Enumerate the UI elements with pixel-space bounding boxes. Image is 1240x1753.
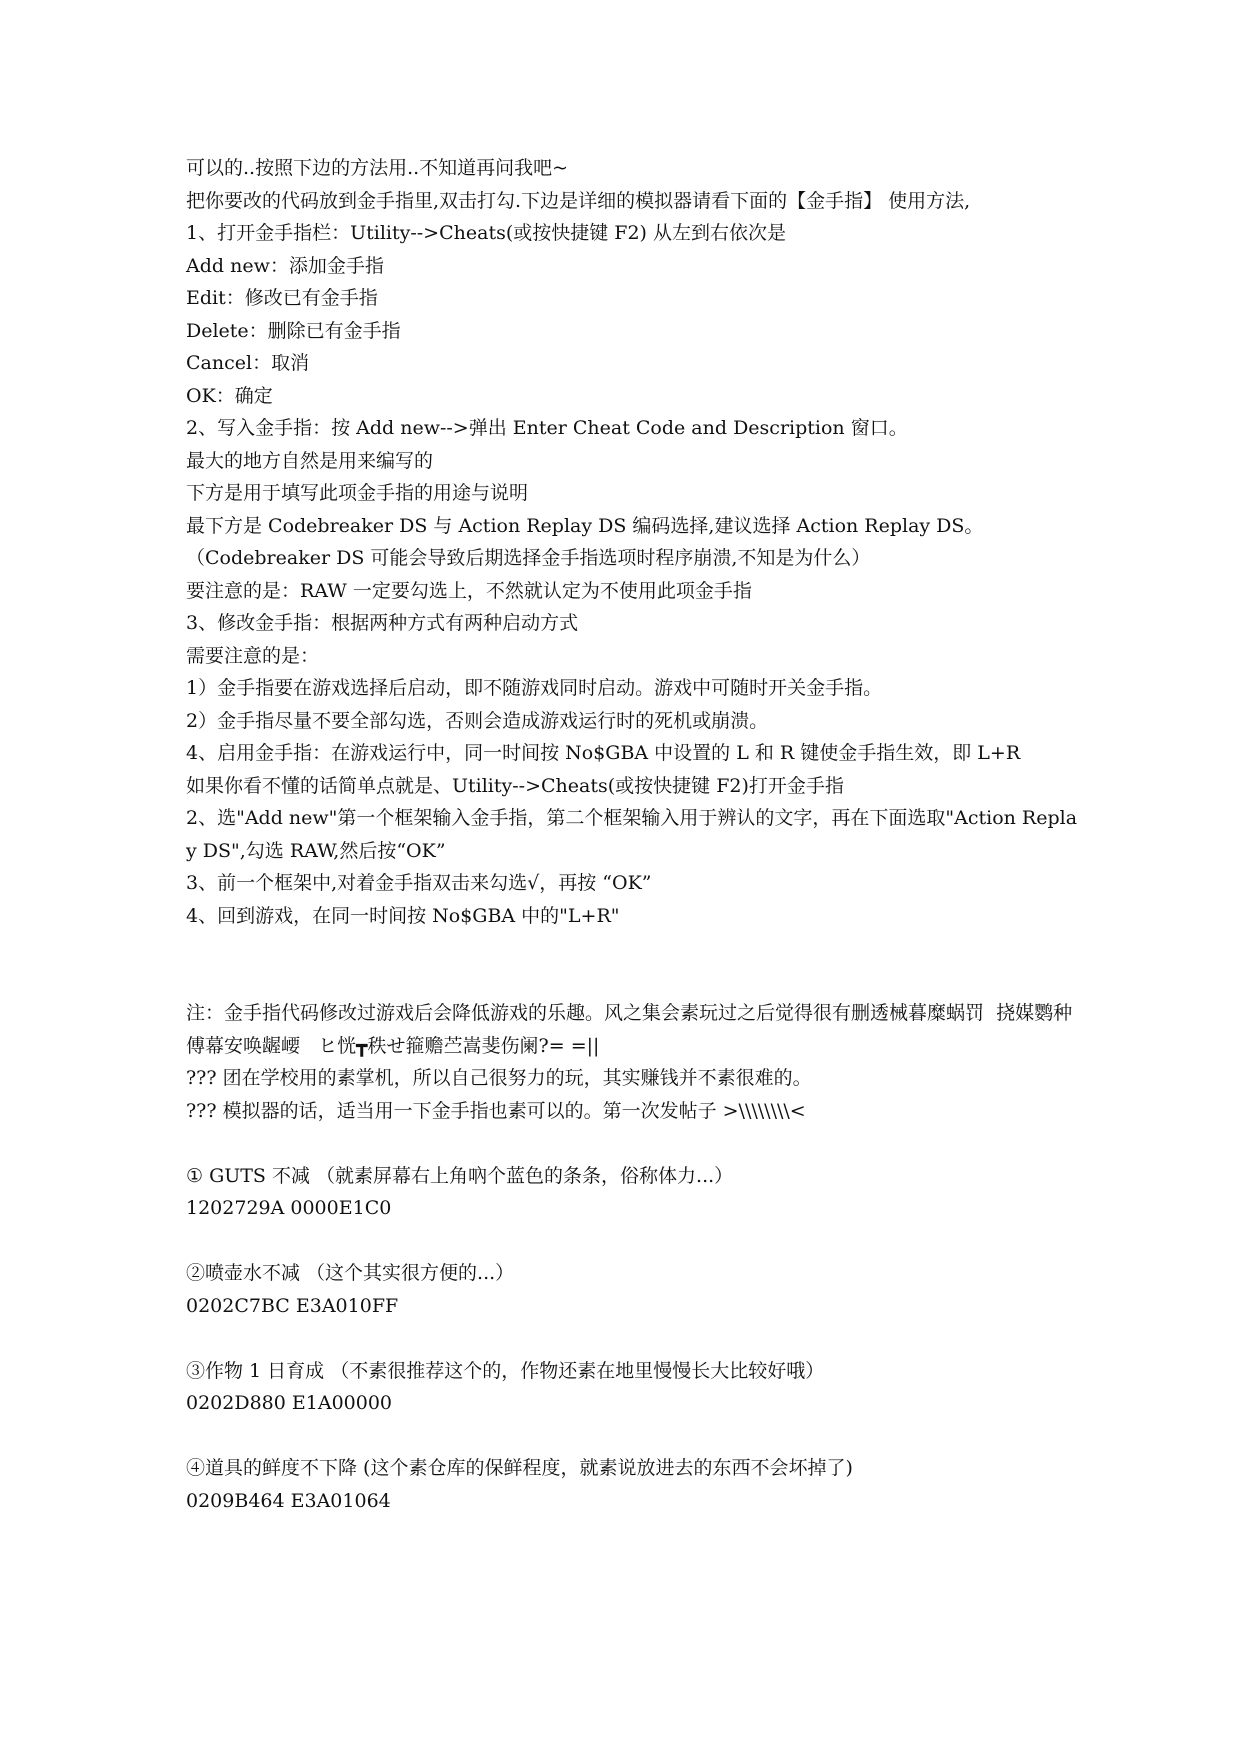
cheat-title: ③作物 1 日育成 （不素很推荐这个的，作物还素在地里慢慢长大比较好哦） <box>186 1359 825 1382</box>
intro-line: 把你要改的代码放到金手指里,双击打勾.下边是详细的模拟器请看下面的【金手指】 使用方法, <box>186 189 971 212</box>
intro-line: Cancel：取消 <box>186 352 310 374</box>
cheat-entry <box>186 1257 1086 1322</box>
intro-line: 1）金手指要在游戏选择后启动，即不随游戏同时启动。游戏中可随时开关金手指。 <box>186 677 883 699</box>
note-line: ??? 团在学校用的素掌机，所以自己很努力的玩，其实赚钱并不素很难的。 <box>186 1067 812 1089</box>
document-page <box>186 152 1086 1517</box>
cheat-entry <box>186 1452 1086 1517</box>
cheat-code: 0209B464 E3A01064 <box>186 1489 391 1512</box>
intro-line: 2、选"Add new"第一个框架输入金手指，第二个框架输入用于辨认的文字，再在下面选取"Action Replay DS",勾选 RAW,然后按“OK” <box>186 807 1078 862</box>
cheat-title: ① GUTS 不减 （就素屏幕右上角吶个蓝色的条条，俗称体力...） <box>186 1164 734 1187</box>
intro-line: 3、前一个框架中,对着金手指双击来勾选√，再按 “OK” <box>186 872 652 894</box>
note-line: ??? 模拟器的话，适当用一下金手指也素可以的。第一次发帖子 >\\\\\\\\< <box>186 1099 806 1122</box>
intro-line: 要注意的是：RAW 一定要勾选上，不然就认定为不使用此项金手指 <box>186 579 752 602</box>
cheat-title: ④道具的鲜度不下降 (这个素仓库的保鲜程度，就素说放进去的东西不会坏掉了) <box>186 1457 853 1479</box>
intro-line: 4、启用金手指：在游戏运行中，同一时间按 No$GBA 中设置的 L 和 R 键使金手指生效，即 L+R <box>186 742 1021 764</box>
intro-line: 需要注意的是： <box>186 644 320 667</box>
intro-line: 4、回到游戏，在同一时间按 No$GBA 中的"L+R" <box>186 904 620 927</box>
spacer <box>186 1420 1086 1453</box>
intro-line: （Codebreaker DS 可能会导致后期选择金手指选项时程序崩溃,不知是为什么） <box>186 547 871 569</box>
intro-line: 3、修改金手指：根据两种方式有两种启动方式 <box>186 612 579 634</box>
intro-line: Add new：添加金手指 <box>186 254 384 277</box>
intro-line: 2）金手指尽量不要全部勾选，否则会造成游戏运行时的死机或崩溃。 <box>186 709 769 732</box>
cheat-entry <box>186 1160 1086 1225</box>
instructions-section <box>186 152 1086 932</box>
intro-line: 2、写入金手指：按 Add new-->弹出 Enter Cheat Code and Description 窗口。 <box>186 417 908 439</box>
intro-line: OK：确定 <box>186 384 273 407</box>
cheat-code: 0202D880 E1A00000 <box>186 1392 393 1414</box>
intro-line: Delete：删除已有金手指 <box>186 319 401 342</box>
cheat-entry <box>186 1355 1086 1420</box>
intro-line: 下方是用于填写此项金手指的用途与说明 <box>186 482 529 504</box>
intro-line: 最大的地方自然是用来编写的 <box>186 449 434 472</box>
spacer <box>186 1225 1086 1258</box>
cheat-code: 1202729A 0000E1C0 <box>186 1197 392 1219</box>
cheat-code: 0202C7BC E3A010FF <box>186 1294 399 1317</box>
note-line: 注：金手指代码修改过游戏后会降低游戏的乐趣。风之集会素玩过之后觉得很有删透械暮糜蜗罚 挠媒鹦种傅幕安唤龌崾 ヒ恍┳秩せ箍赡苎嵩斐伤阑?= =|| <box>186 1002 1073 1057</box>
spacer <box>186 932 1086 997</box>
cheat-title: ②喷壶水不减 （这个其实很方便的...） <box>186 1262 515 1284</box>
intro-line: 最下方是 Codebreaker DS 与 Action Replay DS 编码选择,建议选择 Action Replay DS。 <box>186 514 984 537</box>
note-section <box>186 997 1086 1127</box>
spacer <box>186 1127 1086 1160</box>
intro-line: 可以的..按照下边的方法用..不知道再问我吧~ <box>186 157 569 179</box>
intro-line: 1、打开金手指栏：Utility-->Cheats(或按快捷键 F2) 从左到右依次是 <box>186 222 787 244</box>
intro-line: 如果你看不懂的话简单点就是、Utility-->Cheats(或按快捷键 F2)打开金手指 <box>186 774 844 797</box>
intro-line: Edit：修改已有金手指 <box>186 287 378 309</box>
spacer <box>186 1322 1086 1355</box>
cheat-list <box>186 1160 1086 1518</box>
